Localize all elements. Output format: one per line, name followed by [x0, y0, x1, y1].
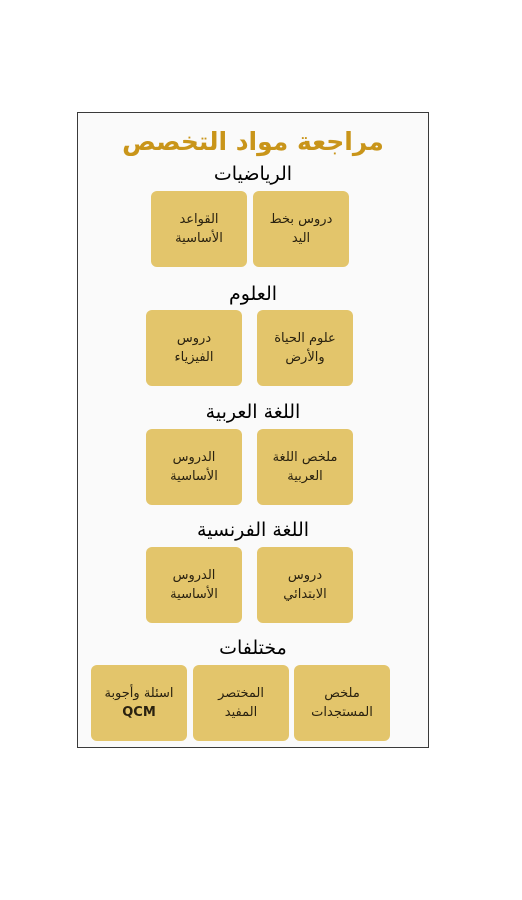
tile-physics-lessons[interactable] — [146, 310, 242, 386]
tile-label: المختصر — [218, 686, 264, 701]
page-title: مراجعة مواد التخصص — [122, 127, 384, 156]
tile-math-basic-rules[interactable] — [151, 191, 247, 267]
tile-label: المستجدات — [311, 705, 373, 720]
tile-label: الدروس — [172, 450, 216, 465]
tile-label: دروس بخط — [269, 212, 333, 227]
main-panel — [77, 112, 429, 748]
tile-handwritten-lessons[interactable] — [253, 191, 349, 267]
tile-primary-lessons[interactable] — [257, 547, 353, 623]
tile-label: الأساسية — [170, 469, 218, 484]
tile-label: ملخص — [324, 686, 360, 701]
tile-label: العربية — [287, 469, 323, 484]
tile-updates-summary[interactable] — [294, 665, 390, 741]
tile-label: المفيد — [224, 705, 258, 720]
section-title-misc: مختلفات — [219, 637, 287, 659]
tile-label: الدروس — [172, 568, 216, 583]
section-title-math: الرياضيات — [213, 163, 293, 185]
tile-label: دروس — [176, 331, 212, 346]
tile-label: الفيزياء — [174, 350, 214, 365]
tile-arabic-basic-lessons[interactable] — [146, 429, 242, 505]
tile-label-qcm: QCM — [122, 705, 156, 720]
section-title-arabic: اللغة العربية — [205, 401, 301, 423]
tile-label: الأساسية — [175, 231, 223, 246]
tile-label: اسئلة وأجوبة — [104, 686, 174, 701]
tile-label: اليد — [291, 231, 311, 246]
tile-label: الأساسية — [170, 587, 218, 602]
tile-useful-summary[interactable] — [193, 665, 289, 741]
tile-label: علوم الحياة — [274, 331, 336, 346]
tile-label: دروس — [287, 568, 323, 583]
tile-label: القواعد — [179, 212, 219, 227]
tile-qcm-questions[interactable] — [91, 665, 187, 741]
section-title-sciences: العلوم — [228, 283, 278, 305]
tile-label: ملخص اللغة — [272, 450, 338, 465]
tile-label: الابتدائي — [283, 587, 327, 602]
tile-arabic-summary[interactable] — [257, 429, 353, 505]
tile-label: والأرض — [285, 350, 325, 365]
tile-life-earth-sciences[interactable] — [257, 310, 353, 386]
tile-french-basic-lessons[interactable] — [146, 547, 242, 623]
section-title-french: اللغة الفرنسية — [196, 519, 310, 541]
